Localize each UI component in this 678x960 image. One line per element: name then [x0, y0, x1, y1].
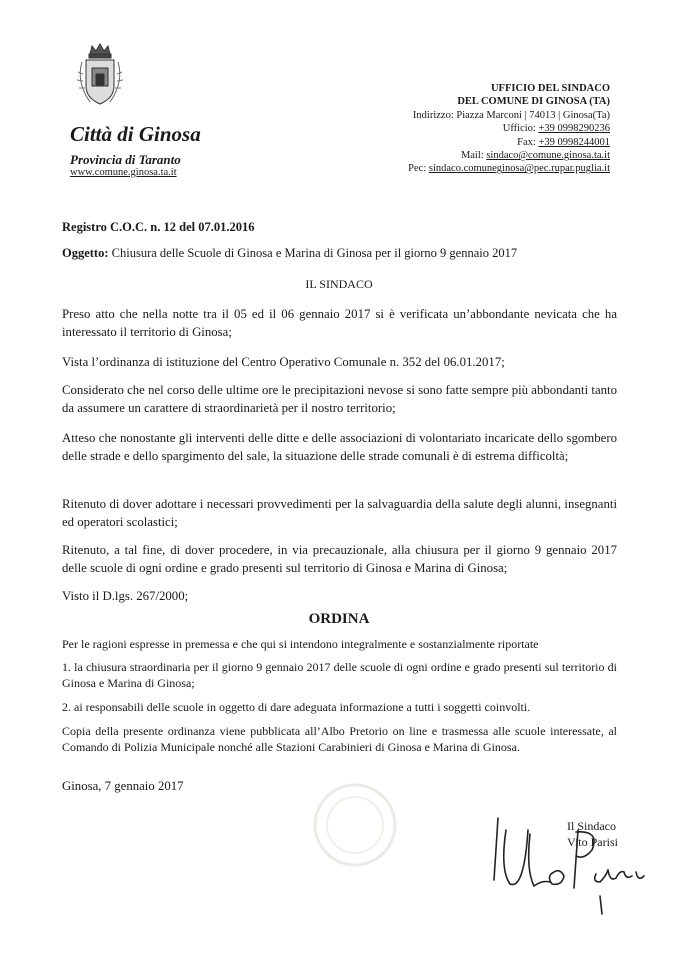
registry-number: Registro C.O.C. n. 12 del 07.01.2016 — [62, 220, 255, 234]
pec-label: Pec: — [408, 163, 429, 175]
pec-link[interactable]: sindaco.comuneginosa@pec.rupar.puglia.it — [428, 163, 610, 175]
website-link[interactable]: www.comune.ginosa.ta.it — [70, 167, 177, 178]
subject-text: Chiusura delle Scuole di Ginosa e Marina di Ginosa per il giorno 9 gennaio 2017 — [108, 246, 518, 260]
province-name: Provincia di Taranto — [70, 152, 181, 167]
handwritten-signature — [480, 810, 660, 920]
order-item-1: 1. la chiusura straordinaria per il giorno 9 gennaio 2017 delle scuole di ogni ordine e grado presenti sul territorio di Ginosa e Marina di Ginosa; — [62, 660, 617, 690]
phone-label: Ufficio: — [502, 123, 539, 135]
document-heading: IL SINDACO — [305, 277, 373, 291]
subject-line — [62, 246, 517, 261]
signatory-name: Vito Parisi — [567, 835, 618, 849]
mail-link[interactable]: sindaco@comune.ginosa.ta.it — [486, 150, 610, 162]
subject-label: Oggetto: — [62, 246, 109, 260]
paragraph-ritenuto-2: Ritenuto, a tal fine, di dover procedere, in via precauzionale, alla chiusura per il giorno 9 gennaio 2017 delle scuole di ogni ordine e grado presenti sul territorio di Ginosa e Marina di Ginosa; — [62, 543, 617, 575]
office-mail-row — [408, 149, 610, 162]
order-heading: ORDINA — [308, 611, 370, 627]
office-contact-block — [408, 82, 610, 176]
office-address: Indirizzo: Piazza Marconi | 74013 | Ginosa(Ta) — [412, 109, 610, 121]
phone-link[interactable]: +39 0998290236 — [538, 123, 610, 135]
signatory-title: Il Sindaco — [567, 819, 616, 833]
coat-of-arms-icon — [72, 42, 128, 110]
place-date: Ginosa, 7 gennaio 2017 — [62, 779, 184, 793]
order-item-2: 2. ai responsabili delle scuole in oggetto di dare adeguata informazione a tutti i soggetti coinvolti. — [62, 700, 531, 714]
order-intro: Per le ragioni espresse in premessa e che qui si intendono integralmente e sostanzialmente riportate — [62, 637, 539, 651]
paragraph-visto: Visto il D.lgs. 267/2000; — [62, 589, 189, 603]
paragraph-preso-atto: Preso atto che nella notte tra il 05 ed il 06 gennaio 2017 si è verificata un’abbondante nevicata che ha interessato il territorio di Ginosa; — [62, 307, 617, 339]
office-phone-row — [408, 122, 610, 135]
mail-label: Mail: — [460, 150, 487, 162]
city-name: Città di Ginosa — [70, 122, 201, 146]
faded-stamp-icon — [310, 780, 400, 870]
office-pec-row — [408, 162, 610, 175]
office-title: UFFICIO DEL SINDACO — [490, 83, 610, 94]
paragraph-ritenuto-1: Ritenuto di dover adottare i necessari provvedimenti per la salvaguardia della salute degli alunni, insegnanti ed operatori scolastici; — [62, 497, 617, 529]
paragraph-vista: Vista l’ordinanza di istituzione del Centro Operativo Comunale n. 352 del 06.01.2017; — [62, 355, 505, 369]
paragraph-considerato: Considerato che nel corso delle ultime ore le precipitazioni nevose si sono fatte sempre più abbondanti tanto da assumere un carattere di straordinarietà per il nostro territorio; — [62, 383, 617, 415]
paragraph-atteso: Atteso che nonostante gli interventi delle ditte e delle associazioni di volontariato incaricate dello sgombero delle strade e dello spargimento del sale, la situazione delle strade comunali è di estrema difficoltà; — [62, 431, 617, 463]
office-fax-row — [408, 136, 610, 149]
publication-note: Copia della presente ordinanza viene pubblicata all’Albo Pretorio on line e trasmessa alle scuole interessate, al Comando di Polizia Municipale nonché alle Stazioni Carabinieri di Ginosa e Marina di Ginosa. — [62, 724, 617, 754]
office-subtitle: DEL COMUNE DI GINOSA (TA) — [457, 96, 610, 108]
fax-link[interactable]: +39 0998244001 — [538, 136, 610, 148]
fax-label: Fax: — [517, 136, 539, 148]
